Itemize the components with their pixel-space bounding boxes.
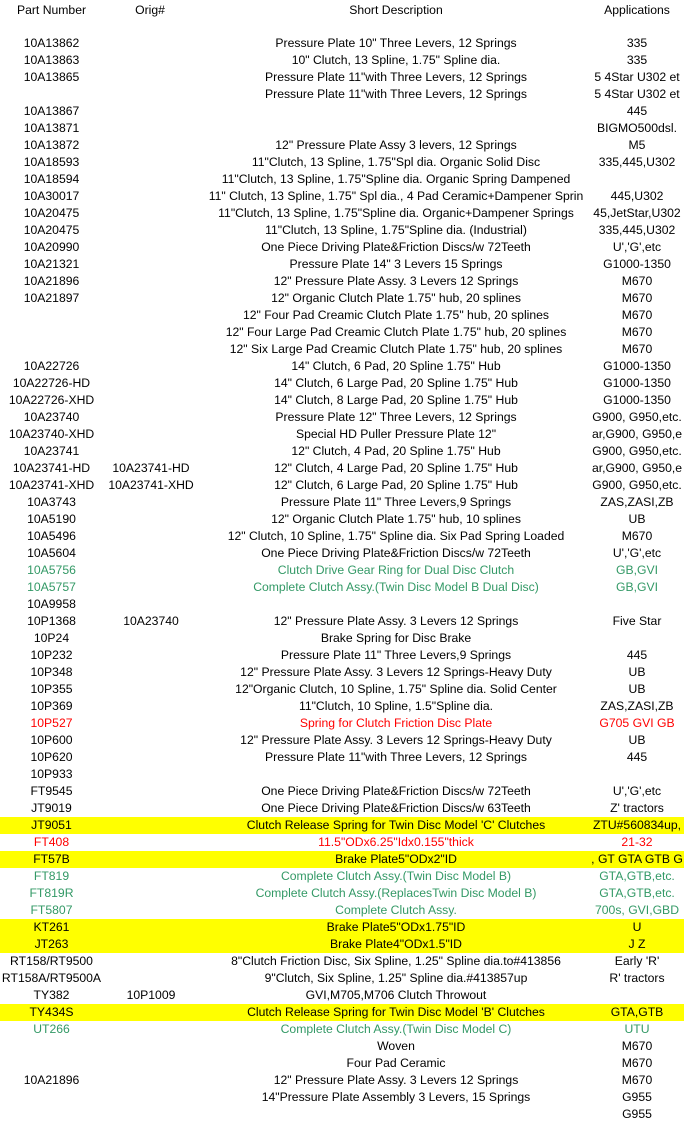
table-row <box>0 817 684 834</box>
table-row <box>0 664 684 681</box>
cell-part-number: 10A18593 <box>23 155 80 169</box>
table-row <box>0 1089 684 1106</box>
cell-applications: 700s, GVI,GBD <box>595 903 679 917</box>
cell-short-description: Four Pad Ceramic <box>346 1056 446 1070</box>
cell-applications: UB <box>628 733 646 747</box>
cell-short-description: 12" Pressure Plate Assy. 3 Levers 12 Springs <box>273 614 519 628</box>
table-row <box>0 613 684 630</box>
cell-part-number: 10A22726 <box>23 359 80 373</box>
cell-short-description: One Piece Driving Plate&Friction Discs/w 72Teeth <box>261 784 531 798</box>
table-row <box>0 86 684 103</box>
cell-part-number: 10A5190 <box>27 512 76 526</box>
cell-short-description: 11"Clutch, 13 Spline, 1.75"Spl dia. Organic Solid Disc <box>251 155 541 169</box>
table-row <box>0 630 684 647</box>
table-row <box>0 1021 684 1038</box>
cell-part-number: TY382 <box>33 988 70 1002</box>
cell-part-number: TY434S <box>29 1005 74 1019</box>
cell-part-number: 10P620 <box>30 750 73 764</box>
table-header <box>0 0 684 24</box>
cell-part-number: 10A3743 <box>27 495 76 509</box>
cell-part-number: 10A5496 <box>27 529 76 543</box>
table-row <box>0 647 684 664</box>
cell-applications: G1000-1350 <box>603 257 671 271</box>
cell-applications: 445 <box>626 648 648 662</box>
cell-part-number: JT263 <box>34 937 69 951</box>
cell-part-number: FT57B <box>33 852 70 866</box>
cell-short-description: Pressure Plate 11"with Three Levers, 12 Springs <box>265 87 527 101</box>
table-row <box>0 766 684 783</box>
cell-short-description: 11"Clutch, 13 Spline, 1.75"Spline dia. Organic Spring Dampened <box>221 172 571 186</box>
table-row <box>0 970 684 987</box>
header-part-number: Part Number <box>16 3 87 17</box>
cell-applications: U','G',etc <box>612 784 662 798</box>
header-short-description: Short Description <box>349 3 443 17</box>
cell-part-number: JT9051 <box>31 818 72 832</box>
cell-part-number: FT819R <box>29 886 74 900</box>
cell-short-description: One Piece Driving Plate&Friction Discs/w 72Teeth <box>261 546 531 560</box>
cell-part-number: 10A21321 <box>23 257 80 271</box>
cell-applications: GTA,GTB,etc. <box>599 869 675 883</box>
cell-applications: G1000-1350 <box>603 376 671 390</box>
cell-part-number: 10A20475 <box>23 206 80 220</box>
cell-applications: Z' tractors <box>610 801 664 815</box>
cell-applications: Early 'R' <box>614 954 660 968</box>
cell-part-number: 10P1368 <box>27 614 76 628</box>
cell-part-number: 10P232 <box>30 648 73 662</box>
table-row <box>0 494 684 511</box>
cell-part-number: 10P355 <box>30 682 73 696</box>
cell-part-number: 10A23740 <box>23 410 80 424</box>
cell-short-description: 12" Organic Clutch Plate 1.75" hub, 10 splines <box>271 512 521 526</box>
table-row <box>0 902 684 919</box>
cell-short-description: Spring for Clutch Friction Disc Plate <box>299 716 493 730</box>
cell-part-number: 10A13872 <box>23 138 80 152</box>
cell-part-number: RT158/RT9500 <box>10 954 93 968</box>
cell-short-description: 11.5"ODx6.25"Idx0.155"thick <box>318 835 474 849</box>
cell-short-description: Pressure Plate 14" 3 Levers 15 Springs <box>289 257 503 271</box>
cell-applications: G1000-1350 <box>603 393 671 407</box>
cell-short-description: 11"Clutch, 13 Spline, 1.75"Spline dia. (Industrial) <box>265 223 527 237</box>
cell-short-description: 12" Clutch, 4 Pad, 20 Spline 1.75" Hub <box>291 444 501 458</box>
cell-short-description: 11"Clutch, 13 Spline, 1.75"Spline dia. Organic+Dampener Springs <box>218 206 574 220</box>
cell-short-description: 12" Six Large Pad Creamic Clutch Plate 1.75" hub, 20 splines <box>229 342 563 356</box>
table-row <box>0 919 684 936</box>
cell-short-description: Brake Plate5"ODx1.75"ID <box>326 920 466 934</box>
cell-applications: ar,G900, G950,e <box>591 427 683 441</box>
cell-applications: M670 <box>621 291 653 305</box>
table-row <box>0 681 684 698</box>
cell-part-number: 10P348 <box>30 665 73 679</box>
table-row <box>0 477 684 494</box>
cell-applications: M670 <box>621 529 653 543</box>
table-row <box>0 800 684 817</box>
table-row <box>0 103 684 120</box>
table-row <box>0 1072 684 1089</box>
table-row <box>0 324 684 341</box>
cell-applications: GTA,GTB,etc. <box>599 886 675 900</box>
cell-applications: U','G',etc <box>612 546 662 560</box>
table-row <box>0 732 684 749</box>
table-row <box>0 69 684 86</box>
cell-applications: UB <box>628 665 646 679</box>
cell-applications: UB <box>628 682 646 696</box>
cell-short-description: 12" Clutch, 6 Large Pad, 20 Spline 1.75" Hub <box>274 478 518 492</box>
table-row <box>0 579 684 596</box>
cell-applications: , GT GTA GTB G <box>591 852 683 866</box>
cell-part-number: FT9545 <box>30 784 73 798</box>
cell-applications: 5 4Star U302 et <box>594 87 680 101</box>
cell-short-description: Pressure Plate 10" Three Levers, 12 Springs <box>275 36 517 50</box>
cell-part-number: 10A21896 <box>23 274 80 288</box>
table-row <box>0 392 684 409</box>
cell-short-description: 12" Four Pad Creamic Clutch Plate 1.75" hub, 20 splines <box>242 308 550 322</box>
cell-part-number: KT261 <box>33 920 70 934</box>
cell-applications: G955 <box>622 1107 652 1121</box>
table-row <box>0 188 684 205</box>
cell-part-number: 10A30017 <box>23 189 80 203</box>
cell-short-description: Brake Plate5"ODx2"ID <box>335 852 457 866</box>
cell-short-description: 8"Clutch Friction Disc, Six Spline, 1.25" Spline dia.to#413856 <box>231 954 561 968</box>
cell-short-description: Pressure Plate 11"with Three Levers, 12 Springs <box>265 750 527 764</box>
cell-short-description: One Piece Driving Plate&Friction Discs/w 63Teeth <box>261 801 531 815</box>
cell-part-number: 10A5756 <box>27 563 76 577</box>
cell-part-number: 10A13863 <box>23 53 80 67</box>
cell-part-number: 10A22726-XHD <box>8 393 95 407</box>
cell-short-description: 12" Clutch, 10 Spline, 1.75" Spline dia. Six Pad Spring Loaded <box>227 529 565 543</box>
cell-short-description: 11"Clutch, 10 Spline, 1.5"Spline dia. <box>298 699 494 713</box>
cell-short-description: 12" Pressure Plate Assy. 3 Levers 12 Springs-Heavy Duty <box>240 733 552 747</box>
cell-part-number: 10A23741-XHD <box>8 478 95 492</box>
cell-orig: 10P1009 <box>126 988 176 1002</box>
cell-applications: 445,U302 <box>610 189 664 203</box>
cell-applications: G1000-1350 <box>603 359 671 373</box>
cell-part-number: 10A5604 <box>27 546 76 560</box>
table-row <box>0 562 684 579</box>
cell-applications: 21-32 <box>621 835 653 849</box>
cell-part-number: FT5807 <box>30 903 73 917</box>
cell-short-description: Clutch Release Spring for Twin Disc Model 'C' Clutches <box>246 818 546 832</box>
cell-applications: 445 <box>626 750 648 764</box>
cell-applications: R' tractors <box>609 971 665 985</box>
table-row <box>0 953 684 970</box>
table-row <box>0 375 684 392</box>
cell-applications: 335 <box>626 36 648 50</box>
cell-applications: 5 4Star U302 et <box>594 70 680 84</box>
cell-part-number: 10P527 <box>30 716 73 730</box>
cell-part-number: 10A13867 <box>23 104 80 118</box>
table-row <box>0 239 684 256</box>
cell-applications: U','G',etc <box>612 240 662 254</box>
cell-part-number: 10A5757 <box>27 580 76 594</box>
cell-short-description: Complete Clutch Assy.(ReplacesTwin Disc Model B) <box>255 886 537 900</box>
cell-short-description: 10" Clutch, 13 Spline, 1.75" Spline dia. <box>291 53 501 67</box>
cell-short-description: 14" Clutch, 6 Large Pad, 20 Spline 1.75" Hub <box>274 376 518 390</box>
cell-short-description: 12" Pressure Plate Assy. 3 Levers 12 Springs <box>273 1073 519 1087</box>
cell-part-number: 10A21896 <box>23 1073 80 1087</box>
cell-short-description: Clutch Release Spring for Twin Disc Model 'B' Clutches <box>247 1005 545 1019</box>
table-row <box>0 52 684 69</box>
cell-short-description: One Piece Driving Plate&Friction Discs/w 72Teeth <box>261 240 531 254</box>
cell-applications: M670 <box>621 308 653 322</box>
table-row <box>0 885 684 902</box>
cell-part-number: FT408 <box>33 835 70 849</box>
cell-short-description: Complete Clutch Assy.(Twin Disc Model C) <box>280 1022 512 1036</box>
table-row <box>0 171 684 188</box>
cell-part-number: 10A23741-HD <box>12 461 91 475</box>
cell-applications: ZTU#560834up, <box>592 818 682 832</box>
cell-applications: M5 <box>628 138 646 152</box>
cell-part-number: 10A23741 <box>23 444 80 458</box>
table-row <box>0 341 684 358</box>
table-row <box>0 698 684 715</box>
table-row <box>0 120 684 137</box>
cell-short-description: Pressure Plate 11" Three Levers,9 Springs <box>280 648 512 662</box>
cell-applications: J Z <box>628 937 646 951</box>
cell-applications: 45,JetStar,U302 <box>593 206 681 220</box>
table-row <box>0 460 684 477</box>
cell-short-description: Brake Spring for Disc Brake <box>320 631 472 645</box>
table-row <box>0 1038 684 1055</box>
cell-applications: G900, G950,etc. <box>592 410 682 424</box>
table-row <box>0 511 684 528</box>
cell-part-number: 10P24 <box>33 631 70 645</box>
table-row <box>0 358 684 375</box>
cell-orig: 10A23741-XHD <box>108 478 194 492</box>
cell-applications: M670 <box>621 342 653 356</box>
cell-short-description: 14" Clutch, 6 Pad, 20 Spline 1.75" Hub <box>291 359 501 373</box>
cell-short-description: 14" Clutch, 8 Large Pad, 20 Spline 1.75" Hub <box>274 393 518 407</box>
cell-applications: 335,445,U302 <box>598 155 676 169</box>
cell-short-description: 12"Organic Clutch, 10 Spline, 1.75" Spline dia. Solid Center <box>235 682 557 696</box>
cell-short-description: Pressure Plate 11" Three Levers,9 Springs <box>280 495 512 509</box>
table-row <box>0 409 684 426</box>
cell-short-description: 12" Organic Clutch Plate 1.75" hub, 20 splines <box>271 291 521 305</box>
cell-applications: U <box>632 920 642 934</box>
cell-short-description: Complete Clutch Assy.(Twin Disc Model B Dual Disc) <box>253 580 539 594</box>
cell-short-description: 11" Clutch, 13 Spline, 1.75" Spl dia., 4 Pad Ceramic+Dampener Sprin <box>208 189 584 203</box>
cell-applications: GTA,GTB <box>610 1005 664 1019</box>
cell-short-description: Complete Clutch Assy.(Twin Disc Model B) <box>280 869 512 883</box>
cell-short-description: 14"Pressure Plate Assembly 3 Levers, 15 Springs <box>261 1090 531 1104</box>
cell-orig: 10A23740 <box>123 614 179 628</box>
table-row <box>0 137 684 154</box>
cell-applications: GB,GVI <box>616 563 658 577</box>
cell-part-number: 10A9958 <box>27 597 76 611</box>
cell-short-description: Special HD Puller Pressure Plate 12" <box>295 427 497 441</box>
table-row <box>0 1106 684 1123</box>
cell-short-description: 12" Pressure Plate Assy. 3 Levers 12 Springs-Heavy Duty <box>240 665 552 679</box>
cell-applications: G955 <box>622 1090 652 1104</box>
cell-part-number: 10P369 <box>30 699 73 713</box>
cell-short-description: 12" Clutch, 4 Large Pad, 20 Spline 1.75" Hub <box>274 461 518 475</box>
cell-part-number: JT9019 <box>31 801 72 815</box>
table-row <box>0 222 684 239</box>
cell-part-number: 10A13871 <box>23 121 80 135</box>
cell-applications: ZAS,ZASI,ZB <box>600 699 674 713</box>
table-row <box>0 35 684 52</box>
cell-part-number: 10A21897 <box>23 291 80 305</box>
cell-short-description: 12" Pressure Plate Assy 3 levers, 12 Springs <box>275 138 517 152</box>
table-row <box>0 545 684 562</box>
cell-applications: M670 <box>621 325 653 339</box>
cell-part-number: 10A22726-HD <box>12 376 91 390</box>
table-row <box>0 936 684 953</box>
cell-short-description: Pressure Plate 11"with Three Levers, 12 Springs <box>265 70 527 84</box>
cell-part-number: 10P933 <box>30 767 73 781</box>
table-row <box>0 834 684 851</box>
cell-applications: ZAS,ZASI,ZB <box>600 495 674 509</box>
table-row <box>0 1055 684 1072</box>
cell-short-description: Woven <box>377 1039 415 1053</box>
cell-short-description: GVI,M705,M706 Clutch Throwout <box>305 988 487 1002</box>
cell-applications: 335 <box>626 53 648 67</box>
table-row <box>0 307 684 324</box>
table-row <box>0 205 684 222</box>
table-row <box>0 443 684 460</box>
table-row <box>0 256 684 273</box>
cell-short-description: Pressure Plate 12" Three Levers, 12 Springs <box>275 410 517 424</box>
cell-applications: Five Star <box>612 614 662 628</box>
parts-table <box>0 35 684 1123</box>
cell-applications: 445 <box>626 104 648 118</box>
table-row <box>0 1004 684 1021</box>
table-row <box>0 528 684 545</box>
table-row <box>0 426 684 443</box>
cell-part-number: 10A18594 <box>23 172 80 186</box>
table-row <box>0 290 684 307</box>
cell-part-number: 10A13862 <box>23 36 80 50</box>
table-row <box>0 987 684 1004</box>
cell-applications: M670 <box>621 1039 653 1053</box>
cell-short-description: 12" Four Large Pad Creamic Clutch Plate 1.75" hub, 20 splines <box>225 325 567 339</box>
cell-part-number: 10P600 <box>30 733 73 747</box>
table-row <box>0 715 684 732</box>
table-row <box>0 851 684 868</box>
cell-applications: M670 <box>621 1056 653 1070</box>
cell-part-number: 10A23740-XHD <box>8 427 95 441</box>
cell-applications: GB,GVI <box>616 580 658 594</box>
cell-part-number: 10A20990 <box>23 240 80 254</box>
cell-applications: ar,G900, G950,e <box>591 461 683 475</box>
table-row <box>0 783 684 800</box>
cell-applications: BIGMO500dsl. <box>597 121 677 135</box>
cell-applications: G900, G950,etc. <box>592 444 682 458</box>
cell-applications: M670 <box>621 274 653 288</box>
table-row <box>0 154 684 171</box>
cell-short-description: 9"Clutch, Six Spline, 1.25" Spline dia.#413857up <box>264 971 528 985</box>
cell-part-number: FT819 <box>33 869 70 883</box>
cell-applications: M670 <box>621 1073 653 1087</box>
cell-applications: UTU <box>624 1022 650 1036</box>
cell-applications: UB <box>628 512 646 526</box>
cell-short-description: Complete Clutch Assy. <box>335 903 457 917</box>
cell-applications: 335,445,U302 <box>598 223 676 237</box>
cell-short-description: Clutch Drive Gear Ring for Dual Disc Clutch <box>277 563 515 577</box>
cell-part-number: 10A13865 <box>23 70 80 84</box>
cell-orig: 10A23741-HD <box>112 461 190 475</box>
cell-part-number: 10A20475 <box>23 223 80 237</box>
table-row <box>0 749 684 766</box>
cell-applications: G705 GVI GB <box>599 716 675 730</box>
table-row <box>0 273 684 290</box>
cell-part-number: UT266 <box>33 1022 70 1036</box>
cell-part-number: RT158A/RT9500A <box>1 971 102 985</box>
table-row <box>0 868 684 885</box>
cell-applications: G900, G950,etc. <box>592 478 682 492</box>
header-orig: Orig# <box>135 3 165 17</box>
cell-short-description: Brake Plate4"ODx1.5"ID <box>330 937 462 951</box>
table-row <box>0 596 684 613</box>
header-applications: Applications <box>604 3 670 17</box>
cell-short-description: 12" Pressure Plate Assy. 3 Levers 12 Springs <box>273 274 519 288</box>
